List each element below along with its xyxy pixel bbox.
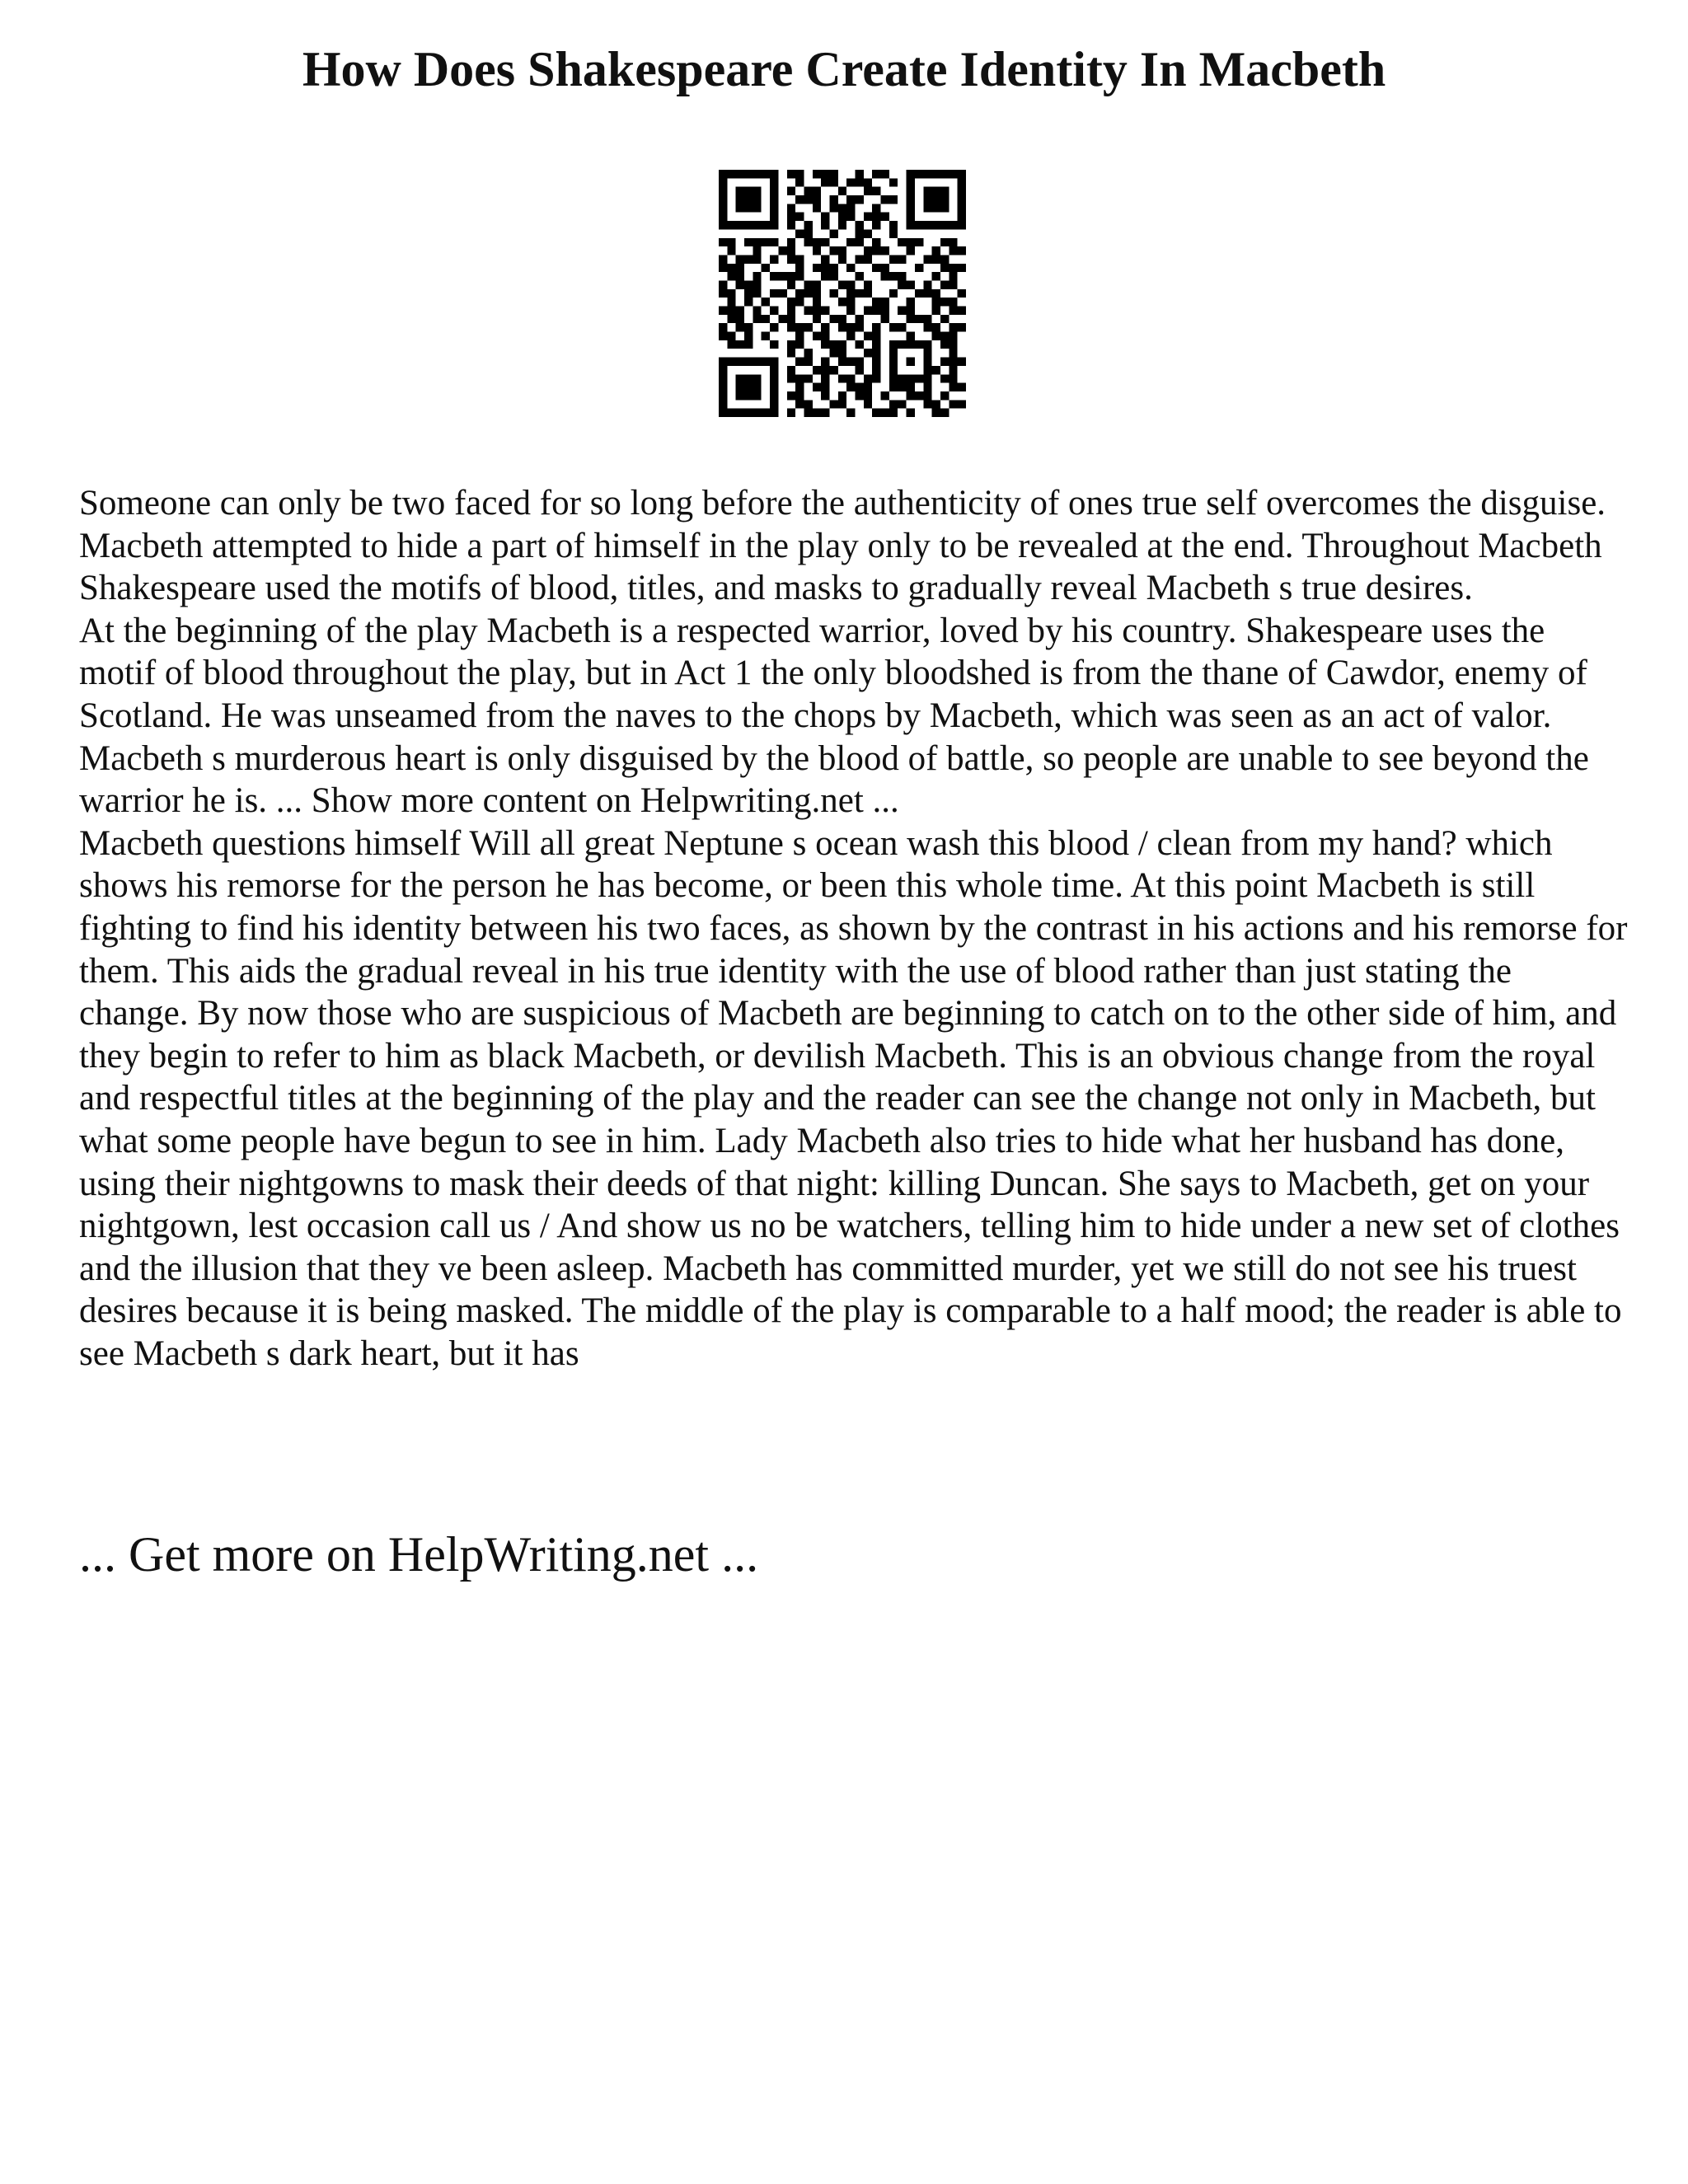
qr-code-icon	[719, 170, 966, 417]
paragraph-1: Someone can only be two faced for so long before the authenticity of ones true self overcomes the disguise. Macbeth attempted to hide a part of himself in the play only to be revealed at the end. Throughout Macbeth Shakespeare used the motifs of blood, titles, and masks to gradually reveal Macbeth s true desires.	[79, 484, 1606, 608]
document-body	[79, 482, 1629, 1375]
get-more-link[interactable]: ... Get more on HelpWriting.net ...	[79, 1527, 759, 1582]
paragraph-2: At the beginning of the play Macbeth is a respected warrior, loved by his country. Shakespeare uses the motif of blood throughout the play, but in Act 1 the only bloodshed is from the thane of Cawdor, enemy of Scotland. He was unseamed from the naves to the chops by Macbeth, which was seen as an act of valor. Macbeth s murderous heart is only disguised by the blood of battle, so people are unable to see beyond the warrior he is. ... Show more content on Helpwriting.net ...	[79, 611, 1589, 821]
paragraph-3: Macbeth questions himself Will all great Neptune s ocean wash this blood / clean from my hand? which shows his remorse for the person he has become, or been this whole time. At this point Macbeth is still fighting to find his identity between his two faces, as shown by the contrast in his actions and his remorse for them. This aids the gradual reveal in his true identity with the use of blood rather than just stating the change. By now those who are suspicious of Macbeth are beginning to catch on to the other side of him, and they begin to refer to him as black Macbeth, or devilish Macbeth. This is an obvious change from the royal and respectful titles at the beginning of the play and the reader can see the change not only in Macbeth, but what some people have begun to see in him. Lady Macbeth also tries to hide what her husband has done, using their nightgowns to mask their deeds of that night: killing Duncan. She says to Macbeth, get on your nightgown, lest occasion call us / And show us no be watchers, telling him to hide under a new set of clothes and the illusion that they ve been asleep. Macbeth has committed murder, yet we still do not see his truest desires because it is being masked. The middle of the play is comparable to a half mood; the reader is able to see Macbeth s dark heart, but it has	[79, 823, 1628, 1373]
document-title: How Does Shakespeare Create Identity In Macbeth	[302, 42, 1386, 96]
